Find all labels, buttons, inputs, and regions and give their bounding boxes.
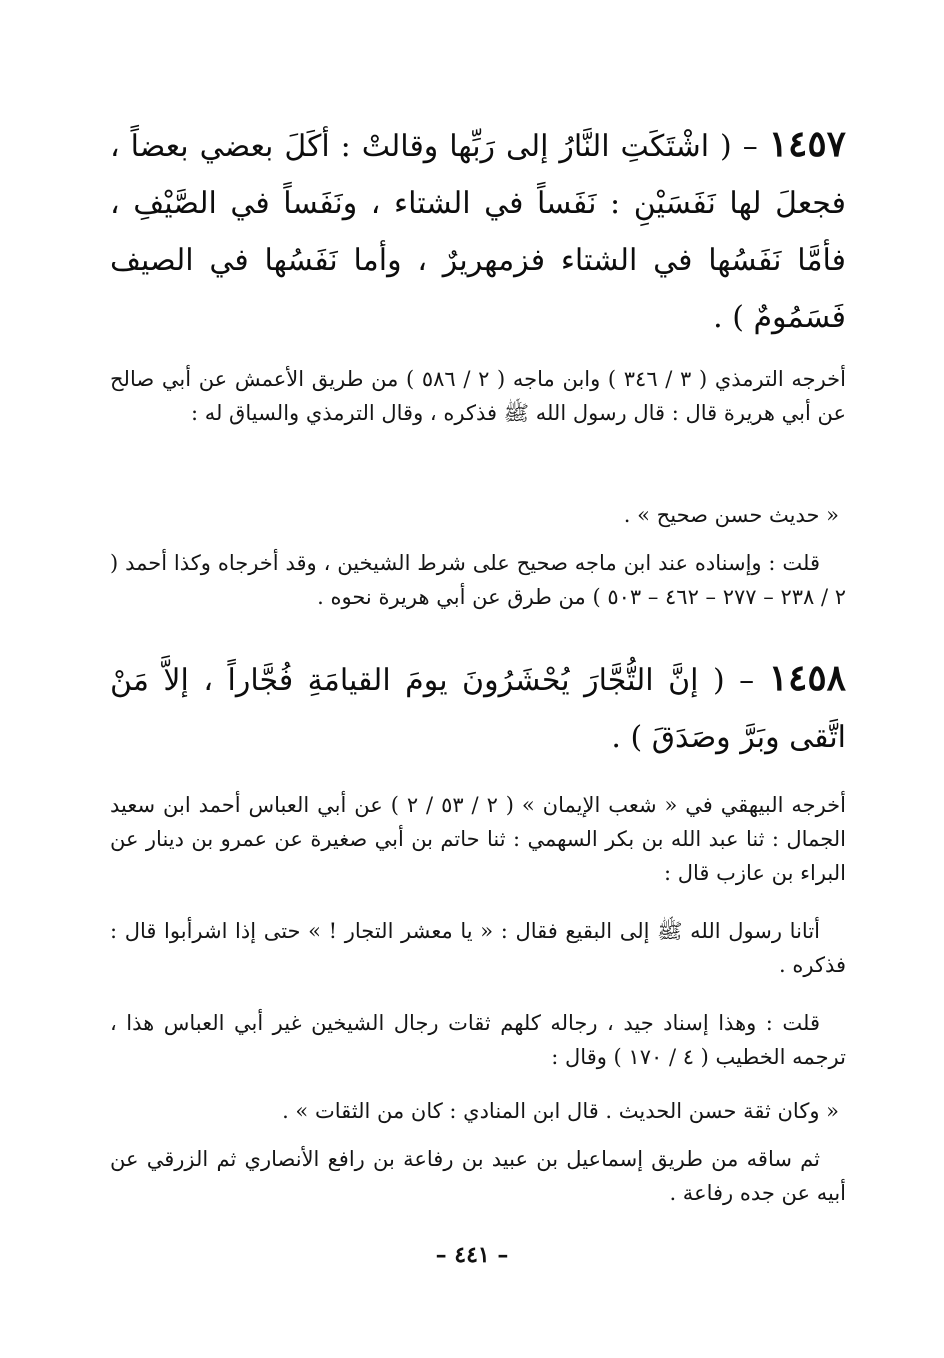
hadith-number: ١٤٥٧ xyxy=(768,123,846,165)
page-number: – ٤٤١ – xyxy=(435,1242,509,1268)
hadith-narration-paragraph: أتانا رسول الله ﷺ إلى البقيع فقال : « يا معشر التجار ! » حتى إذا اشرأبوا قال : فذكره . xyxy=(110,919,846,977)
hadith-text: – ( اشْتَكَتِ النَّارُ إلى رَبِّها وقالتْ : أكَلَ بعضي بعضاً ، فجعلَ لها نَفَسَيْنِ : نَفَساً في الشتاء ، ونَفَساً في الصَّيْفِ ، فأمَّا نَفَسُها في الشتاء فزمهريرٌ ، وأما نَفَسُها في الصيف فَسَمُومٌ ) . xyxy=(110,129,846,335)
comment-paragraph: ثم ساقه من طريق إسماعيل بن عبيد بن رفاعة بن رافع الأنصاري ثم الزرقي عن أبيه عن جده رفاعة . xyxy=(110,1147,846,1205)
hadith-number: ١٤٥٨ xyxy=(768,657,846,699)
comment-paragraph: قلت : وإسناده عند ابن ماجه صحيح على شرط الشيخين ، وقد أخرجاه وكذا أحمد ( ٢ / ٢٣٨ – ٢٧٧ – ٤٦٢ – ٥٠٣ ) من طرق عن أبي هريرة نحوه . xyxy=(110,551,846,609)
hadith-1457 xyxy=(110,116,846,346)
biography-quote: « وكان ثقة حسن الحديث . قال ابن المنادي : كان من الثقات » . xyxy=(282,1099,839,1123)
grading-quote: « حديث حسن صحيح » . xyxy=(623,503,839,527)
hadith-text: – ( إنَّ التُّجَّارَ يُحْشَرُونَ يومَ القيامَةِ فُجَّاراً ، إلاَّ مَنْ اتَّقى وبَرَّ وصَدَقَ ) . xyxy=(110,663,846,755)
comment-paragraph: قلت : وهذا إسناد جيد ، رجاله كلهم ثقات رجال الشيخين غير أبي العباس هذا ، ترجمه الخطيب ( ٤ / ١٧٠ ) وقال : xyxy=(110,1011,846,1069)
takhrij-paragraph: أخرجه الترمذي ( ٣ / ٣٤٦ ) وابن ماجه ( ٢ / ٥٨٦ ) من طريق الأعمش عن أبي صالح عن أبي هريرة قال : قال رسول الله ﷺ فذكره ، وقال الترمذي والسياق له : xyxy=(110,367,846,425)
hadith-1458 xyxy=(110,650,846,766)
takhrij-paragraph: أخرجه البيهقي في « شعب الإيمان » ( ٢ / ٥٣ / ٢ ) عن أبي العباس أحمد ابن سعيد الجمال : ثنا عبد الله بن بكر السهمي : ثنا حاتم بن أبي صغيرة عن عمرو بن دينار عن البراء بن عازب قال : xyxy=(110,793,846,885)
